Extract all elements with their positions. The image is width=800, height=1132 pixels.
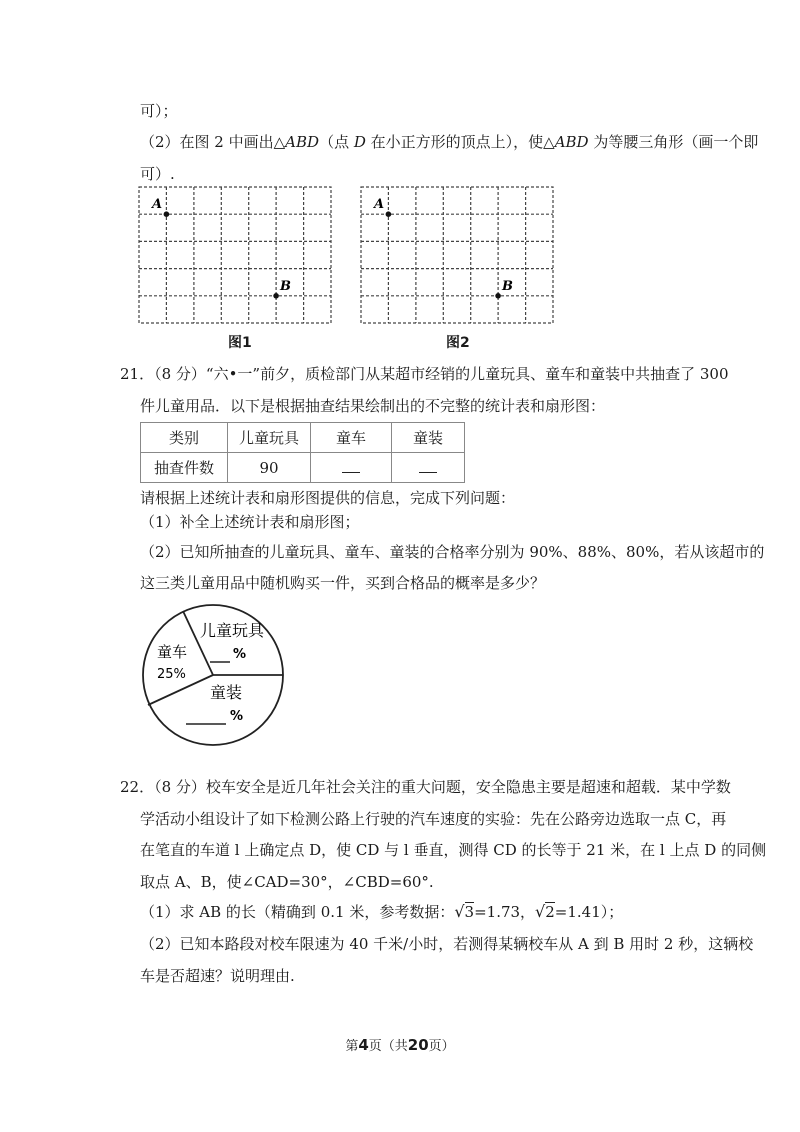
- answer-blank: [342, 458, 360, 473]
- statistics-table: [140, 422, 465, 483]
- sqrt-symbol: √: [454, 902, 465, 921]
- table-cell-toy-count: 90: [228, 453, 311, 483]
- question-21-line: 21．（8 分）“六•一”前夕，质检部门从某超市经销的儿童玩具、童车和童装中共抽查了 300: [120, 365, 729, 383]
- question-21-line: 这三类儿童用品中随机购买一件，买到合格品的概率是多少？: [140, 574, 546, 592]
- question-21-line: （1）补全上述统计表和扇形图；: [140, 513, 360, 531]
- text-span: =1.41）；: [554, 903, 624, 921]
- table-header-cell: 童装: [392, 423, 465, 453]
- text-span: （2）在图 2 中画出△: [140, 133, 286, 151]
- table-row-label: 抽查件数: [141, 453, 228, 483]
- figure-1-caption: 图1: [228, 335, 252, 351]
- text-span: ABD: [554, 133, 589, 151]
- pie-pct-car: 25%: [157, 667, 186, 682]
- text-span: =1.73，: [474, 903, 536, 921]
- question-22-line: 22．（8 分）校车安全是近几年社会关注的重大问题，安全隐患主要是超速和超载．某中学数: [120, 778, 731, 796]
- table-header-cell: 儿童玩具: [228, 423, 311, 453]
- pie-chart: [140, 602, 286, 748]
- sqrt-radicand: 3: [464, 903, 475, 921]
- figure-2-caption: 图2: [446, 335, 470, 351]
- question-20-part2: [140, 132, 758, 152]
- label-a: A: [152, 197, 163, 212]
- table-row: [141, 453, 465, 483]
- point-b: [495, 293, 501, 299]
- text-span: 在小正方形的顶点上），使△: [365, 133, 555, 151]
- question-21-line: 请根据上述统计表和扇形图提供的信息，完成下列问题：: [140, 489, 516, 507]
- table-cell-cloth-blank: [392, 453, 465, 483]
- pie-pct-toy: %: [233, 647, 247, 662]
- text-span: （点: [319, 133, 354, 151]
- table-header-cell: 童车: [311, 423, 392, 453]
- point-b: [273, 293, 279, 299]
- pie-pct-cloth: %: [230, 709, 244, 724]
- table-cell-car-blank: [311, 453, 392, 483]
- pie-label-cloth: 童装: [210, 683, 243, 702]
- grid-figure-1: [138, 186, 334, 326]
- point-a: [164, 211, 170, 217]
- question-22-line: 车是否超速？说明理由.: [140, 967, 295, 985]
- point-a: [386, 211, 392, 217]
- footer-text: 页（共: [368, 1039, 408, 1054]
- question-22-line: 在笔直的车道 l 上确定点 D，使 CD 与 l 垂直，测得 CD 的长等于 21 米，在 l 上点 D 的同侧: [140, 841, 767, 859]
- sqrt-symbol: √: [535, 902, 546, 921]
- footer-total-pages: 20: [407, 1036, 429, 1054]
- question-21-line: （2）已知所抽查的儿童玩具、童车、童装的合格率分别为 90%、88%、80%，若从该超市的: [140, 543, 765, 561]
- question-22-part1: [140, 902, 623, 922]
- question-21-line: 件儿童用品．以下是根据抽查结果绘制出的不完整的统计表和扇形图：: [140, 397, 606, 415]
- question-22-line: 取点 A、B，使∠CAD=30°，∠CBD=60°.: [140, 873, 434, 891]
- pie-label-car: 童车: [157, 643, 188, 661]
- footer-text: 页）: [428, 1039, 455, 1054]
- text-line: 可）；: [140, 102, 178, 120]
- table-row: [141, 423, 465, 453]
- pie-label-toy: 儿童玩具: [200, 621, 265, 640]
- text-line: 可）.: [140, 165, 175, 183]
- question-22-line: 学活动小组设计了如下检测公路上行驶的汽车速度的实验：先在公路旁边选取一点 C，再: [140, 810, 727, 828]
- page-footer: [0, 1035, 800, 1054]
- text-span: 为等腰三角形（画一个即: [588, 133, 759, 151]
- label-b: B: [502, 279, 513, 294]
- answer-blank: [419, 458, 437, 473]
- label-a: A: [374, 197, 385, 212]
- label-b: B: [280, 279, 291, 294]
- footer-page-number: 4: [358, 1036, 369, 1054]
- text-span: （1）求 AB 的长（精确到 0.1 米，参考数据：: [140, 903, 455, 921]
- grid-figure-2: [360, 186, 556, 326]
- text-span: ABD: [285, 133, 320, 151]
- sqrt-radicand: 2: [545, 903, 555, 921]
- text-span: D: [353, 133, 366, 151]
- footer-text: 第: [345, 1039, 359, 1054]
- table-header-cell: 类别: [141, 423, 228, 453]
- question-22-line: （2）已知本路段对校车限速为 40 千米/小时，若测得某辆校车从 A 到 B 用时 2 秒，这辆校: [140, 935, 754, 953]
